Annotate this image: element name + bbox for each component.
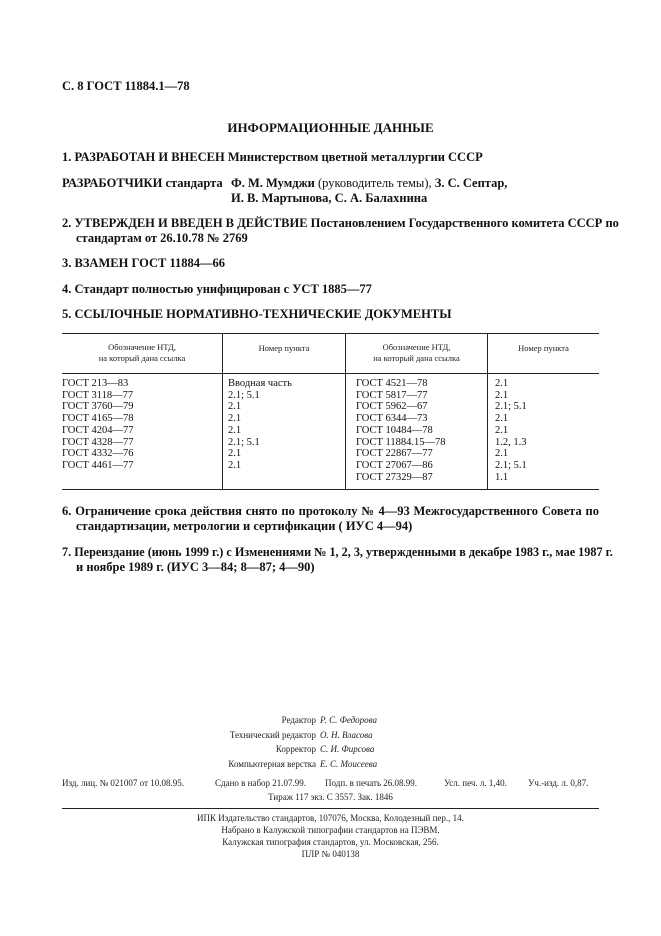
developers-names-line-1 — [231, 176, 507, 191]
item-2-line-2: стандартам от 26.10.78 № 2769 — [76, 231, 248, 245]
developers-label: РАЗРАБОТЧИКИ стандарта — [62, 176, 223, 190]
item-3: 3. ВЗАМЕН ГОСТ 11884—66 — [62, 256, 226, 270]
table-row — [62, 413, 134, 425]
item-1: 1. РАЗРАБОТАН И ВНЕСЕН Министерством цветной металлургии СССР — [62, 150, 483, 164]
developer-role-1: (руководитель темы), — [317, 176, 432, 190]
ntd-ref: ГОСТ 5962—67 — [356, 401, 428, 413]
clause-number: 1.1 — [495, 471, 509, 483]
ntd-ref: ГОСТ 3760—79 — [62, 401, 134, 413]
developers-names-line-2: И. В. Мартынова, С. А. Балахнина — [231, 191, 428, 205]
ntd-ref: ГОСТ 3118—77 — [62, 389, 134, 401]
clause-number: 2.1 — [495, 378, 509, 389]
table-row — [62, 378, 134, 390]
clause-number: 2.1 — [228, 413, 242, 425]
page-header: С. 8 ГОСТ 11884.1—78 — [62, 79, 190, 93]
item-4: 4. Стандарт полностью унифицирован с УСТ 1885—77 — [62, 282, 372, 296]
table-header-clause-right: Номер пункта — [518, 343, 569, 353]
publisher-line: ПЛР № 040138 — [301, 849, 360, 859]
publisher-line: Набрано в Калужской типографии стандартов на ПЭВМ. — [221, 825, 440, 835]
credit-role: Технический редактор — [229, 729, 316, 740]
ntd-ref: ГОСТ 4328—77 — [62, 436, 134, 448]
clause-number: 2.1 — [228, 424, 242, 436]
credit-role: Редактор — [281, 715, 316, 725]
ntd-ref: ГОСТ 6344—73 — [356, 413, 428, 425]
print-sheets: Усл. печ. л. 1,40. — [444, 778, 507, 788]
table-right-clauses — [495, 378, 527, 483]
clause-number: 2.1 — [495, 448, 509, 460]
credit-role: Корректор — [275, 744, 316, 754]
developers-line-1 — [62, 176, 223, 191]
footer-rule — [62, 808, 599, 809]
ntd-ref: ГОСТ 5817—77 — [356, 389, 428, 401]
print-date: Подп. в печать 26.08.99. — [325, 778, 418, 788]
item-7-line-2: и ноябре 1989 г. (ИУС 3—84; 8—87; 4—90) — [76, 560, 315, 574]
clause-number: 2.1 — [495, 389, 509, 401]
credits-names — [320, 713, 377, 771]
publisher-block — [0, 812, 661, 860]
developer-name-2: З. С. Септар, — [434, 176, 508, 190]
license-info: Изд. лиц. № 021007 от 10.08.95. — [62, 778, 184, 788]
credit-name: Р. С. Федорова — [320, 715, 378, 725]
item-5: 5. ССЫЛОЧНЫЕ НОРМАТИВНО-ТЕХНИЧЕСКИЕ ДОКУМЕНТЫ — [62, 307, 452, 321]
table-row — [62, 390, 134, 402]
item-7-line-1: 7. Переиздание (июнь 1999 г.) с Изменениями № 1, 2, 3, утвержденными в декабре 1983 г., мае 1987 г. — [62, 545, 613, 559]
credit-name: О. Н. Власова — [320, 729, 373, 740]
ntd-ref: ГОСТ 4165—78 — [62, 413, 134, 425]
print-run: Тираж 117 экз. С 3557. Зак. 1846 — [268, 792, 393, 802]
clause-number: 1.2, 1.3 — [495, 436, 527, 448]
clause-number: 2.1; 5.1 — [228, 436, 260, 448]
clause-number: 2.1 — [228, 401, 242, 413]
credit-role: Компьютерная верстка — [228, 758, 316, 769]
ntd-ref: ГОСТ 4521—78 — [356, 378, 428, 389]
table-header-doc-right: Обозначение НТД, на который дана ссылка — [373, 342, 460, 363]
table-right-rows — [356, 378, 446, 483]
table-row — [62, 425, 134, 437]
ntd-ref: ГОСТ 4204—77 — [62, 424, 134, 436]
table-top-rule — [62, 333, 599, 334]
table-row — [62, 460, 134, 472]
credit-name: Е. С. Моисеева — [320, 758, 378, 769]
typeset-date: Сдано в набор 21.07.99. — [215, 778, 307, 788]
table-header-clause-left: Номер пункта — [258, 343, 310, 353]
table-row — [62, 401, 134, 413]
ntd-ref: ГОСТ 27329—87 — [356, 471, 433, 483]
clause-number: 2.1 — [495, 424, 509, 436]
item-6-line-2: стандартизации, метрологии и сертификации ( ИУС 4—94) — [76, 519, 413, 533]
credit-name: С. И. Фирсова — [320, 744, 375, 754]
publisher-line: ИПК Издательство стандартов, 107076, Москва, Колодезный пер., 14. — [197, 813, 464, 823]
item-2-line-1: 2. УТВЕРЖДЕН И ВВЕДЕН В ДЕЙСТВИЕ Постановлением Государственного комитета СССР по — [62, 216, 619, 230]
clause-number: 2.1; 5.1 — [495, 459, 527, 471]
clause-number: Вводная часть — [228, 378, 292, 389]
table-row — [62, 448, 134, 460]
ntd-ref: ГОСТ 22867—77 — [356, 448, 433, 460]
credits-roles — [206, 713, 316, 771]
publisher-sheets: Уч.-изд. л. 0,87. — [528, 778, 589, 788]
table-col-divider-3 — [487, 333, 488, 489]
clause-number: 2.1 — [228, 459, 242, 471]
table-header-rule — [62, 373, 599, 374]
ntd-ref: ГОСТ 213—83 — [62, 378, 129, 389]
ntd-ref: ГОСТ 27067—86 — [356, 459, 433, 471]
table-bottom-rule — [62, 489, 599, 490]
clause-number: 2.1; 5.1 — [495, 401, 527, 413]
ntd-ref: ГОСТ 4461—77 — [62, 459, 134, 471]
ntd-ref: ГОСТ 10484—78 — [356, 424, 433, 436]
ntd-ref: ГОСТ 11884.15—78 — [356, 436, 446, 448]
table-left-clauses — [228, 378, 292, 472]
item-6-line-1: 6. Ограничение срока действия снято по протоколу № 4—93 Межгосударственного Совета по — [62, 504, 599, 518]
table-left-rows — [62, 378, 134, 472]
section-title: ИНФОРМАЦИОННЫЕ ДАННЫЕ — [227, 120, 434, 135]
publisher-line: Калужская типография стандартов, ул. Московская, 256. — [222, 837, 439, 847]
table-col-divider-1 — [222, 333, 223, 489]
clause-number: 2.1 — [228, 448, 242, 460]
ntd-ref: ГОСТ 4332—76 — [62, 448, 134, 460]
clause-number: 2.1 — [495, 413, 509, 425]
clause-number: 2.1; 5.1 — [228, 389, 260, 401]
table-row — [62, 437, 134, 449]
developer-name-1: Ф. М. Мумджи — [231, 176, 315, 190]
table-header-doc-left: Обозначение НТД, на который дана ссылка — [98, 342, 186, 363]
